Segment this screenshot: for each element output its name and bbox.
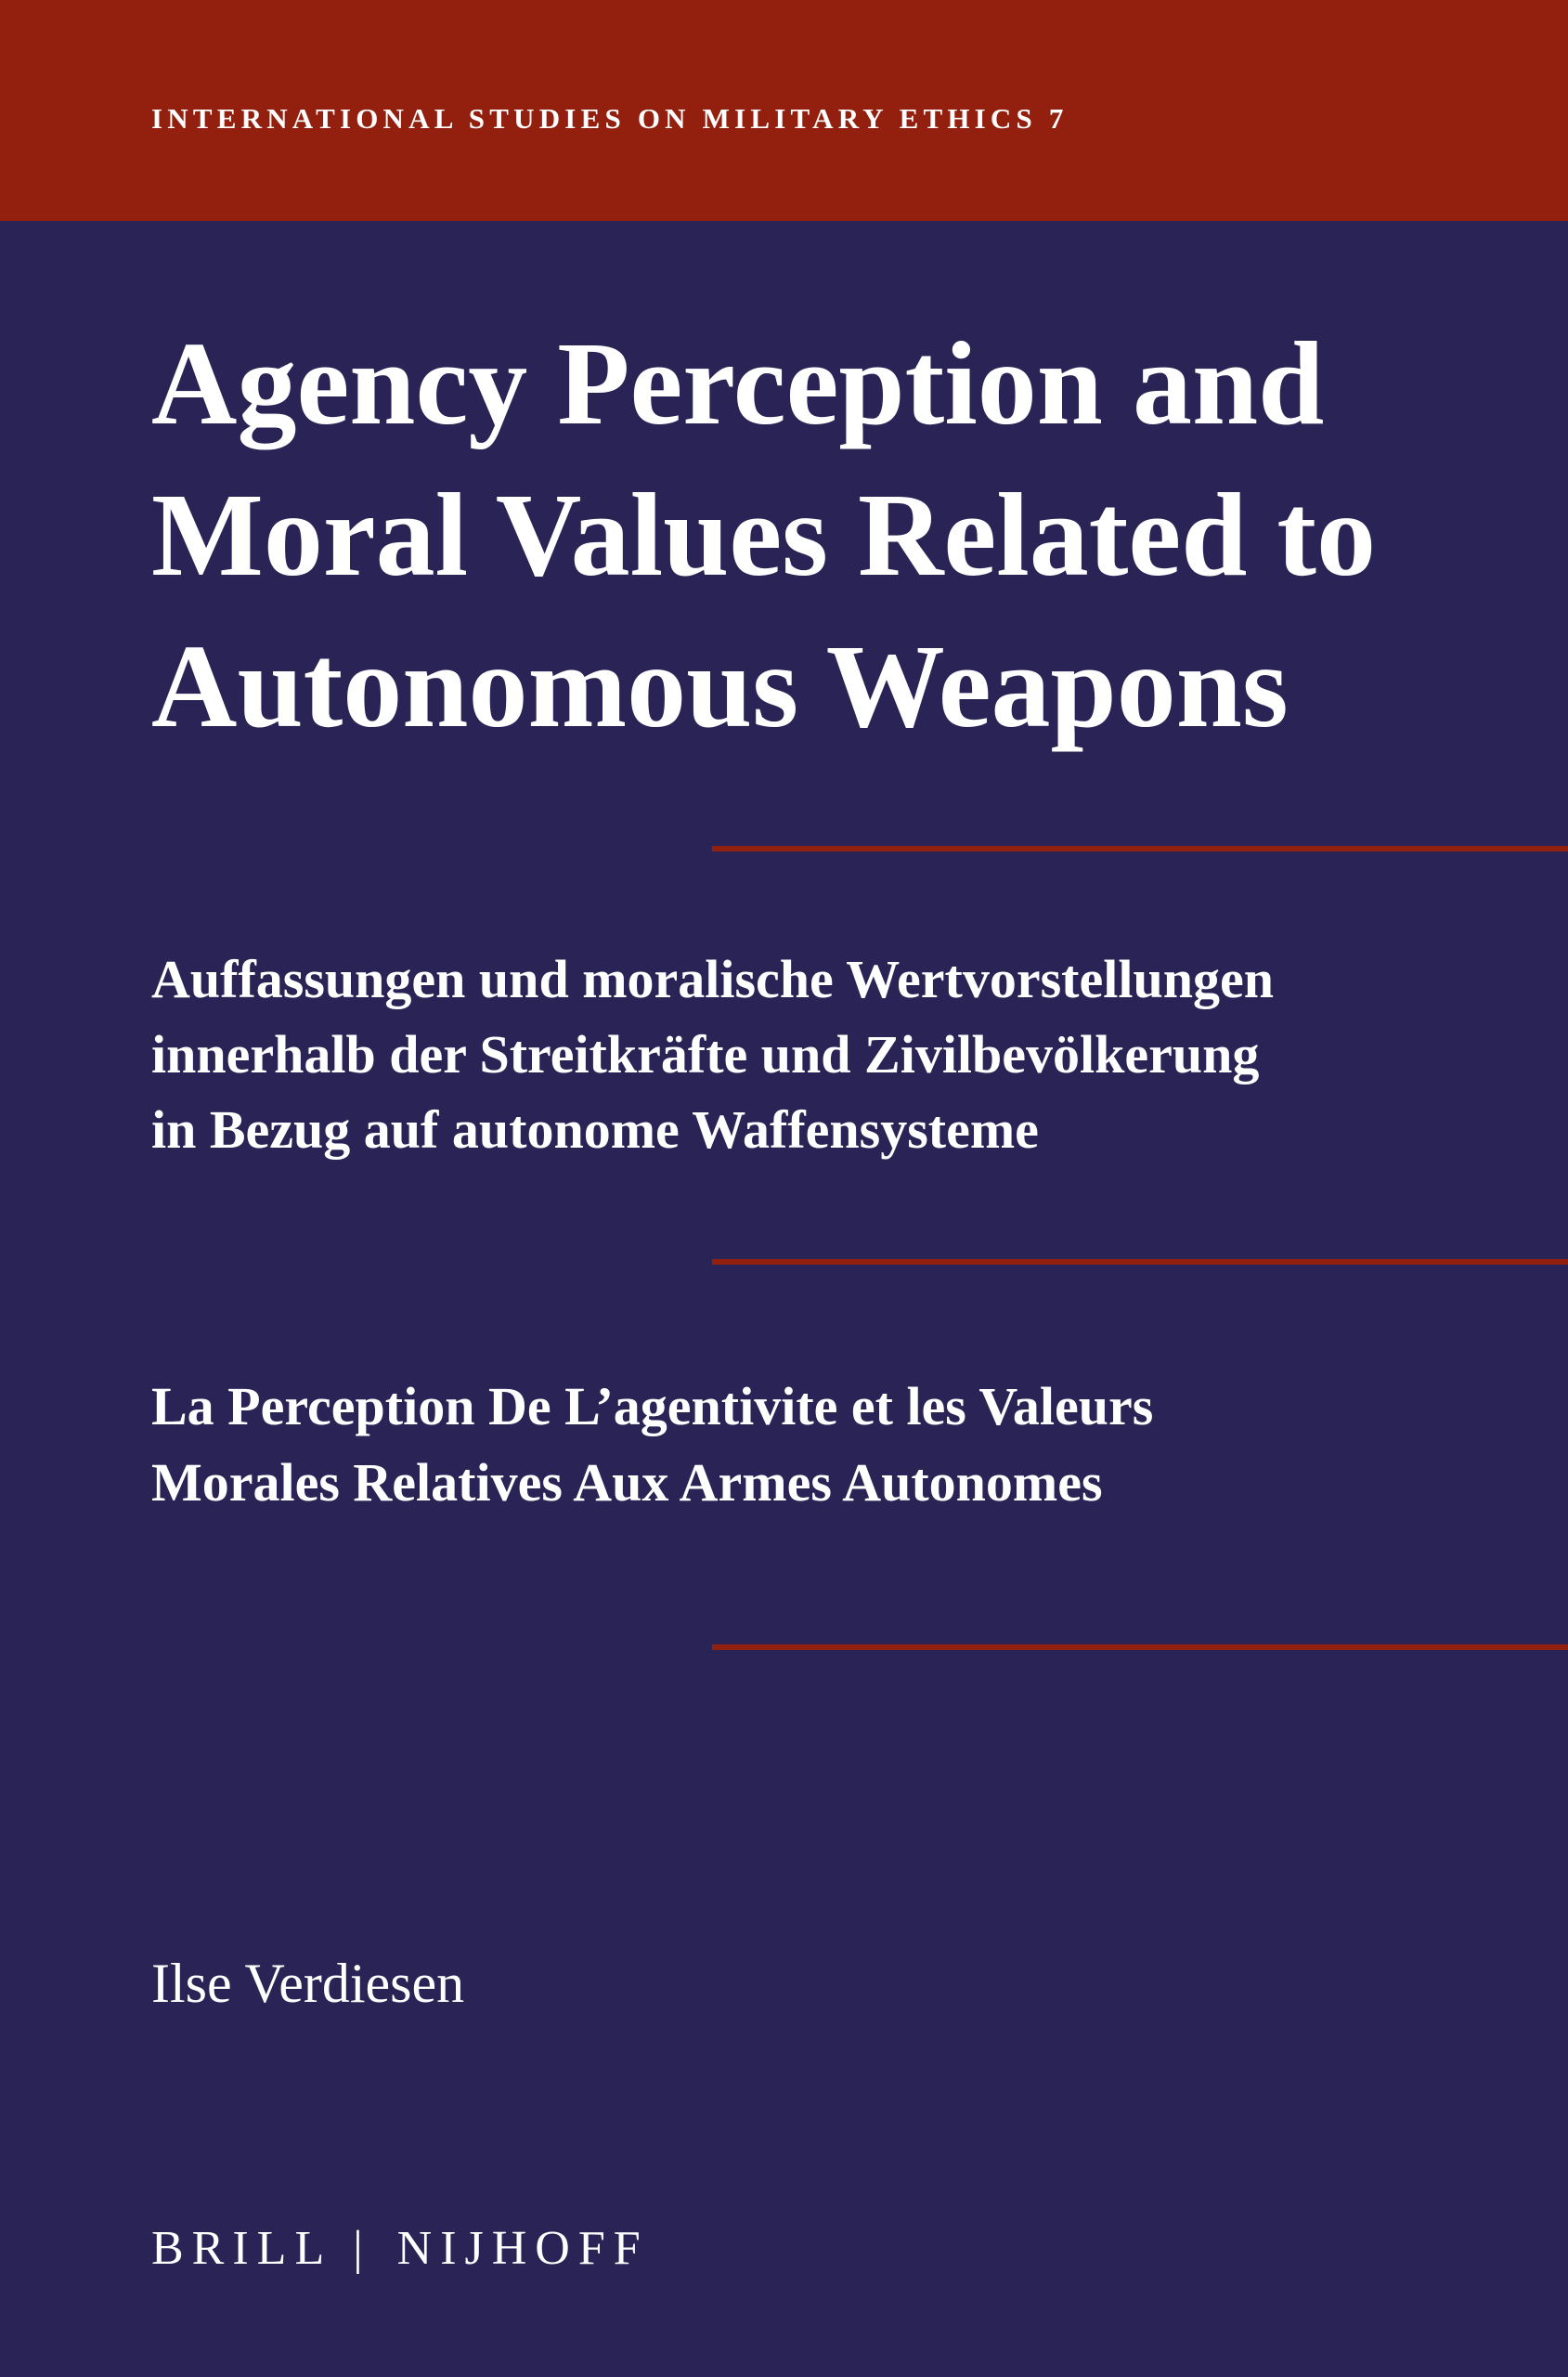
subtitle-line: innerhalb der Streitkräfte und Zivilbevölkerung [151, 1024, 1260, 1085]
subtitle-line: Morales Relatives Aux Armes Autonomes [151, 1452, 1103, 1513]
author-name: Ilse Verdiesen [151, 1953, 465, 2014]
publisher-separator: | [353, 2222, 371, 2275]
publisher-nijhoff: NIJHOFF [396, 2222, 649, 2275]
subtitle-line: in Bezug auf autonome Waffensysteme [151, 1099, 1039, 1160]
subtitle-line: La Perception De L’agentivite et les Valeurs [151, 1376, 1154, 1436]
divider-rule [712, 1644, 1568, 1650]
subtitle-line: Auffassungen und moralische Wertvorstellungen [151, 949, 1274, 1009]
publisher-logo [151, 2221, 649, 2277]
divider-rule [712, 846, 1568, 851]
book-title [151, 308, 1376, 762]
french-subtitle [151, 1369, 1153, 1521]
series-title: INTERNATIONAL STUDIES ON MILITARY ETHICS 7 [151, 102, 1069, 135]
title-line: Autonomous Weapons [151, 620, 1289, 752]
german-subtitle [151, 942, 1274, 1167]
publisher-brill: BRILL [151, 2222, 333, 2275]
title-line: Agency Perception and [151, 318, 1325, 449]
title-line: Moral Values Related to [151, 469, 1376, 601]
divider-rule [712, 1259, 1568, 1265]
